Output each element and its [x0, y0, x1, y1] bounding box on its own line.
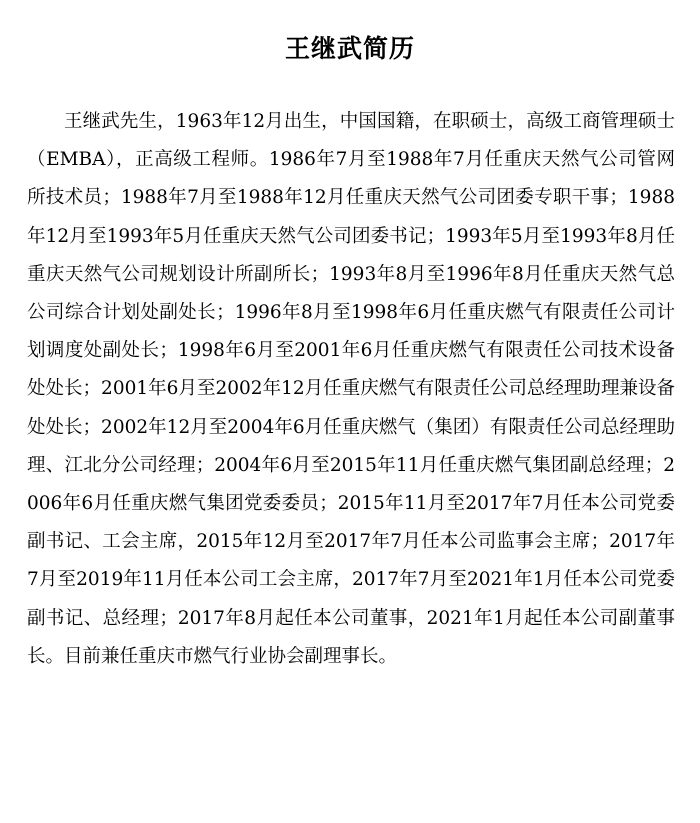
resume-paragraph: 王继武先生，1963年12月出生，中国国籍，在职硕士，高级工商管理硕士（EMBA），正高级工程师。1986年7月至1988年7月任重庆天然气公司管网所技术员；1988年7月至1988年12月任重庆天然气公司团委专职干事；1988年12月至1993年5月任重庆天然气公司团委书记；1993年5月至1993年8月任重庆天然气公司规划设计所副所长；1993年8月至1996年8月任重庆天然气总公司综合计划处副处长；1996年8月至1998年6月任重庆燃气有限责任公司计划调度处副处长；1998年6月至2001年6月任重庆燃气有限责任公司技术设备处处长；2001年6月至2002年12月任重庆燃气有限责任公司总经理助理兼设备处处长；2002年12月至2004年6月任重庆燃气（集团）有限责任公司总经理助理、江北分公司经理；2004年6月至2015年11月任重庆燃气集团副总经理；2006年6月任重庆燃气集团党委委员；2015年11月至2017年7月任本公司党委副书记、工会主席，2015年12月至2017年7月任本公司监事会主席；2017年7月至2019年11月任本公司工会主席，2017年7月至2021年1月任本公司党委副书记、总经理；2017年8月起任本公司董事，2021年1月起任本公司副董事长。目前兼任重庆市燃气行业协会副理事长。: [27, 111, 675, 667]
document-title: 王继武简历: [284, 33, 415, 63]
